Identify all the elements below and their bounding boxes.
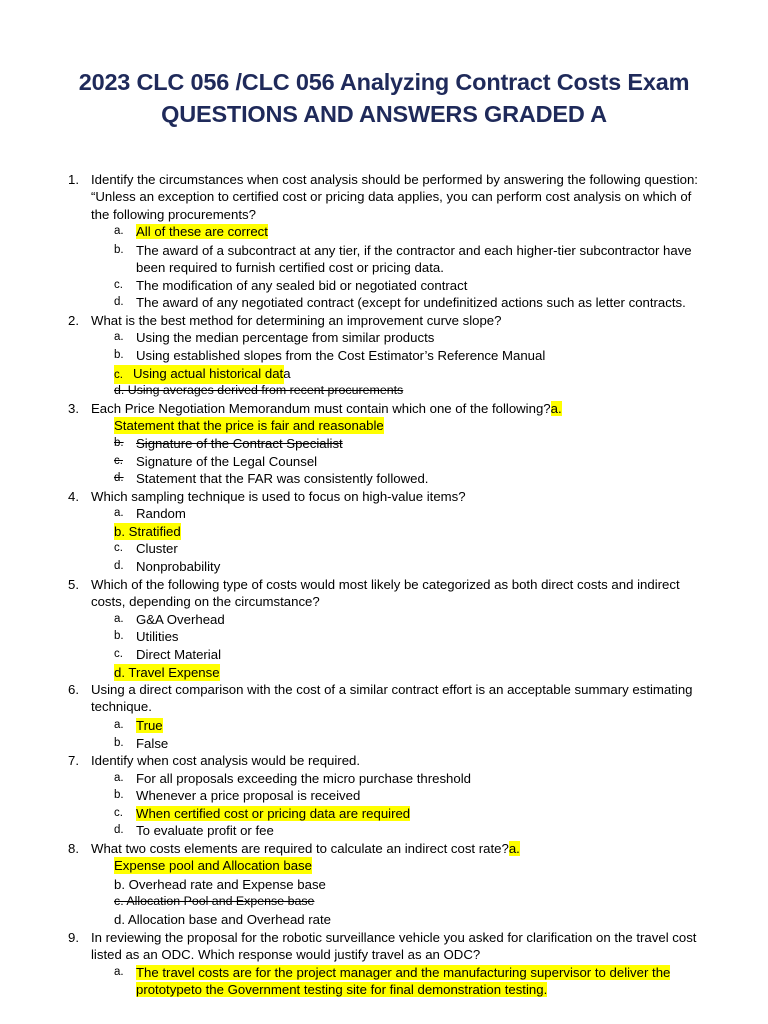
option-text: Cluster <box>136 541 178 556</box>
option-text: Using established slopes from the Cost Estimator’s Reference Manual <box>136 348 546 363</box>
option-text: Using the median percentage from similar products <box>136 330 435 345</box>
option-label: c. <box>114 369 123 381</box>
option-text: Whenever a price proposal is received <box>136 788 361 803</box>
option-label: a. <box>114 719 124 731</box>
option-text-highlighted: True <box>136 718 163 733</box>
option-label: d. <box>114 296 124 308</box>
question-number: 1. <box>68 172 79 187</box>
title-line-2: QUESTIONS AND ANSWERS GRADED A <box>161 101 607 127</box>
option-text: To evaluate profit or fee <box>136 823 274 838</box>
option-label: b. <box>114 349 124 361</box>
question-number: 9. <box>68 930 79 945</box>
option-text: G&A Overhead <box>136 612 225 627</box>
option-label: b. <box>114 737 124 749</box>
option-text-highlighted: All of these are correct <box>136 224 268 239</box>
question-number: 3. <box>68 401 79 416</box>
question-text: Identify the circumstances when cost analysis should be performed by answering the following question: “Unless an exception to certified cost or pricing data applies, you can perform cost analysis on which of the following procurements? <box>91 172 698 222</box>
option-label: a. <box>114 507 124 519</box>
question-text: Identify when cost analysis would be required. <box>91 753 361 768</box>
option-text: The award of a subcontract at any tier, if the contractor and each higher-tier subcontractor have been required to furnish certified cost or pricing data. <box>136 243 692 276</box>
option-text: Statement that the FAR was consistently followed. <box>136 471 429 486</box>
option-text-highlighted: b. Stratified <box>114 524 181 539</box>
document-title <box>0 66 768 130</box>
option-label: c. <box>114 455 123 467</box>
option-label: d. <box>114 824 124 836</box>
option-label: c. <box>114 542 123 554</box>
question-number: 4. <box>68 489 79 504</box>
question-text: Which of the following type of costs would most likely be categorized as both direct costs and indirect costs, depending on the circumstance? <box>91 577 680 610</box>
option-text: d. Allocation base and Overhead rate <box>114 912 332 927</box>
option-text-struck: Signature of the Contract Specialist <box>136 436 343 451</box>
question-number: 2. <box>68 313 79 328</box>
option-text: The award of any negotiated contract (except for undefinitized actions such as letter contracts. <box>136 295 686 310</box>
option-text: For all proposals exceeding the micro purchase threshold <box>136 771 471 786</box>
option-text: Random <box>136 506 186 521</box>
option-text: Nonprobability <box>136 559 221 574</box>
option-text: Utilities <box>136 629 179 644</box>
option-text: b. Overhead rate and Expense base <box>114 877 326 892</box>
question-number: 8. <box>68 841 79 856</box>
option-text: Direct Material <box>136 647 222 662</box>
inline-answer-label: a. <box>550 401 562 416</box>
option-label: a. <box>114 966 124 978</box>
option-label: d. <box>114 472 124 484</box>
option-text-highlighted: Statement that the price is fair and reasonable <box>114 418 384 433</box>
question-text: Each Price Negotiation Memorandum must contain which one of the following? <box>91 401 551 416</box>
title-line-1: 2023 CLC 056 /CLC 056 Analyzing Contract Costs Exam <box>78 69 690 95</box>
option-label: c. <box>114 279 123 291</box>
option-label: a. <box>114 331 124 343</box>
question-number: 7. <box>68 753 79 768</box>
question-text: What two costs elements are required to calculate an indirect cost rate? <box>91 841 509 856</box>
option-text-struck: d. Using averages derived from recent procurements <box>114 383 404 397</box>
option-label: b. <box>114 789 124 801</box>
option-text-highlighted: The travel costs are for the project manager and the manufacturing supervisor to deliver the prototypeto the Government testing site for final demonstration testing. <box>136 965 671 998</box>
option-label: a. <box>114 772 124 784</box>
option-text-struck: c. Allocation Pool and Expense base <box>114 894 315 908</box>
option-text-highlighted: c. Using actual historical data <box>114 365 284 384</box>
option-text: False <box>136 736 169 751</box>
option-text-highlighted: d. Travel Expense <box>114 665 220 680</box>
option-label: d. <box>114 560 124 572</box>
question-number: 6. <box>68 682 79 697</box>
option-label: b. <box>114 630 124 642</box>
question-number: 5. <box>68 577 79 592</box>
inline-answer-label: a. <box>508 841 520 856</box>
question-text: What is the best method for determining an improvement curve slope? <box>91 313 502 328</box>
question-text: In reviewing the proposal for the robotic surveillance vehicle you asked for clarification on the travel cost listed as an ODC. Which response would justify travel as an ODC? <box>91 930 697 963</box>
option-text: Signature of the Legal Counsel <box>136 454 318 469</box>
option-label: b. <box>114 244 124 256</box>
option-text: The modification of any sealed bid or negotiated contract <box>136 278 468 293</box>
option-text-highlighted: When certified cost or pricing data are required <box>136 806 411 821</box>
option-text-highlighted: Expense pool and Allocation base <box>114 858 312 873</box>
option-label: b. <box>114 437 124 449</box>
option-label: c. <box>114 648 123 660</box>
option-label: c. <box>114 807 123 819</box>
option-label: a. <box>114 613 124 625</box>
question-text: Using a direct comparison with the cost of a similar contract effort is an acceptable summary estimating technique. <box>91 682 693 715</box>
question-text: Which sampling technique is used to focus on high-value items? <box>91 489 466 504</box>
option-label: a. <box>114 225 124 237</box>
